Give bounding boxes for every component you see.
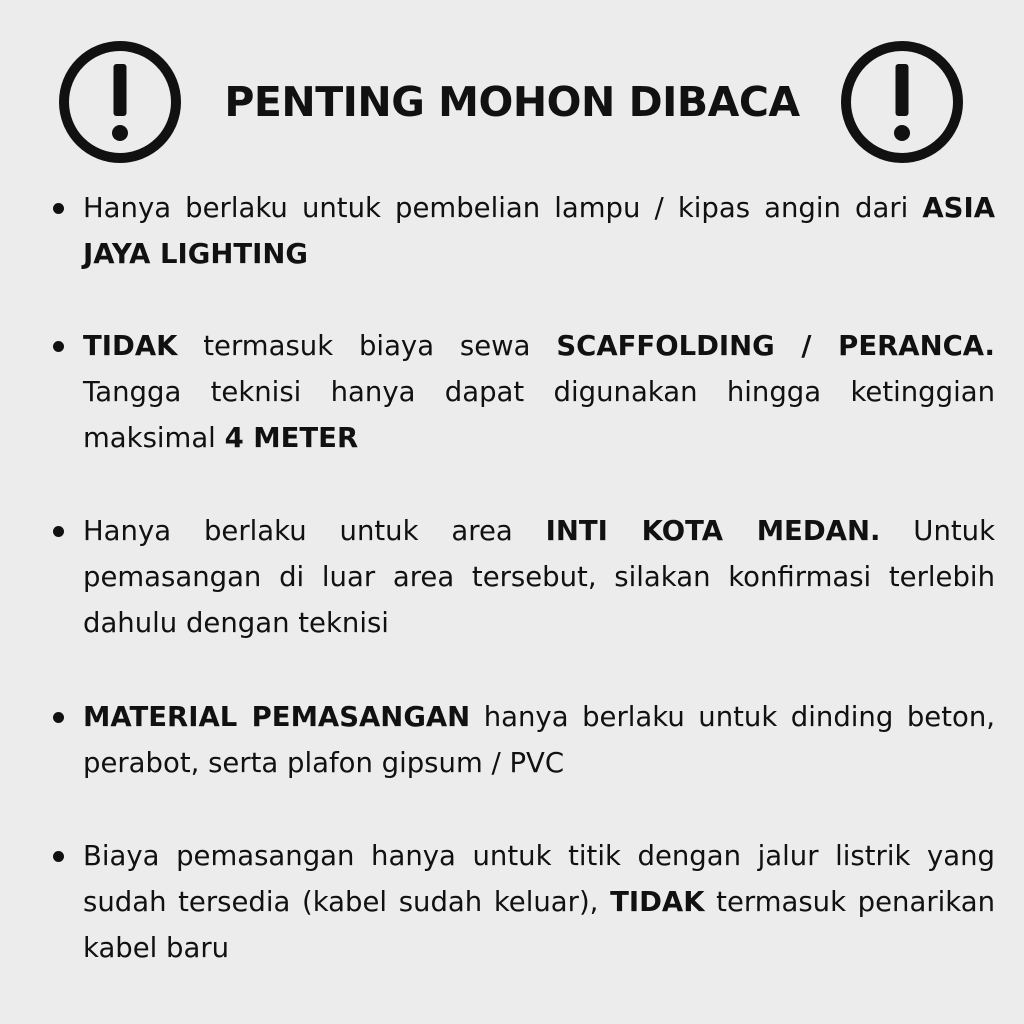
bullet-icon: [53, 526, 64, 537]
notice-text: Tangga teknisi hanya dapat digunakan hingga ketinggian maksimal: [83, 376, 995, 454]
notice-emphasis: TIDAK: [83, 330, 178, 362]
exclamation-circle-icon: [840, 40, 964, 164]
page-title: PENTING MOHON DIBACA: [224, 78, 800, 126]
list-item: [83, 508, 995, 646]
bullet-icon: [53, 712, 64, 723]
notice-text: Hanya berlaku untuk pembelian lampu / kipas angin dari: [83, 192, 923, 224]
header: [0, 0, 1024, 200]
list-item: [83, 323, 995, 461]
bullet-icon: [53, 851, 64, 862]
notice-emphasis: 4 METER: [224, 422, 359, 454]
notice-emphasis: TIDAK: [610, 886, 705, 918]
notice-text: termasuk penarikan kabel baru: [83, 886, 996, 964]
notice-emphasis: ASIA JAYA LIGHTING: [83, 192, 995, 270]
notice-text: hanya berlaku untuk dinding beton, perabot, serta plafon gipsum / PVC: [83, 701, 995, 779]
exclamation-circle-icon: [58, 40, 182, 164]
notice-emphasis: INTI KOTA MEDAN.: [545, 515, 881, 547]
list-item: [83, 833, 995, 971]
notice-text: Untuk pemasangan di luar area tersebut, silakan konfirmasi terlebih dahulu dengan teknisi: [83, 515, 996, 639]
list-item: [83, 185, 995, 277]
list-item: [83, 694, 995, 786]
notice-emphasis: SCAFFOLDING / PERANCA.: [556, 330, 995, 362]
notice-text: Biaya pemasangan hanya untuk titik dengan jalur listrik yang sudah tersedia (kabel sudah keluar),: [83, 840, 995, 918]
notice-text: Hanya berlaku untuk area: [83, 515, 546, 547]
notice-emphasis: MATERIAL PEMASANGAN: [83, 701, 471, 733]
notice-text: termasuk biaya sewa: [177, 330, 557, 362]
bullet-icon: [53, 341, 64, 352]
bullet-icon: [53, 203, 64, 214]
